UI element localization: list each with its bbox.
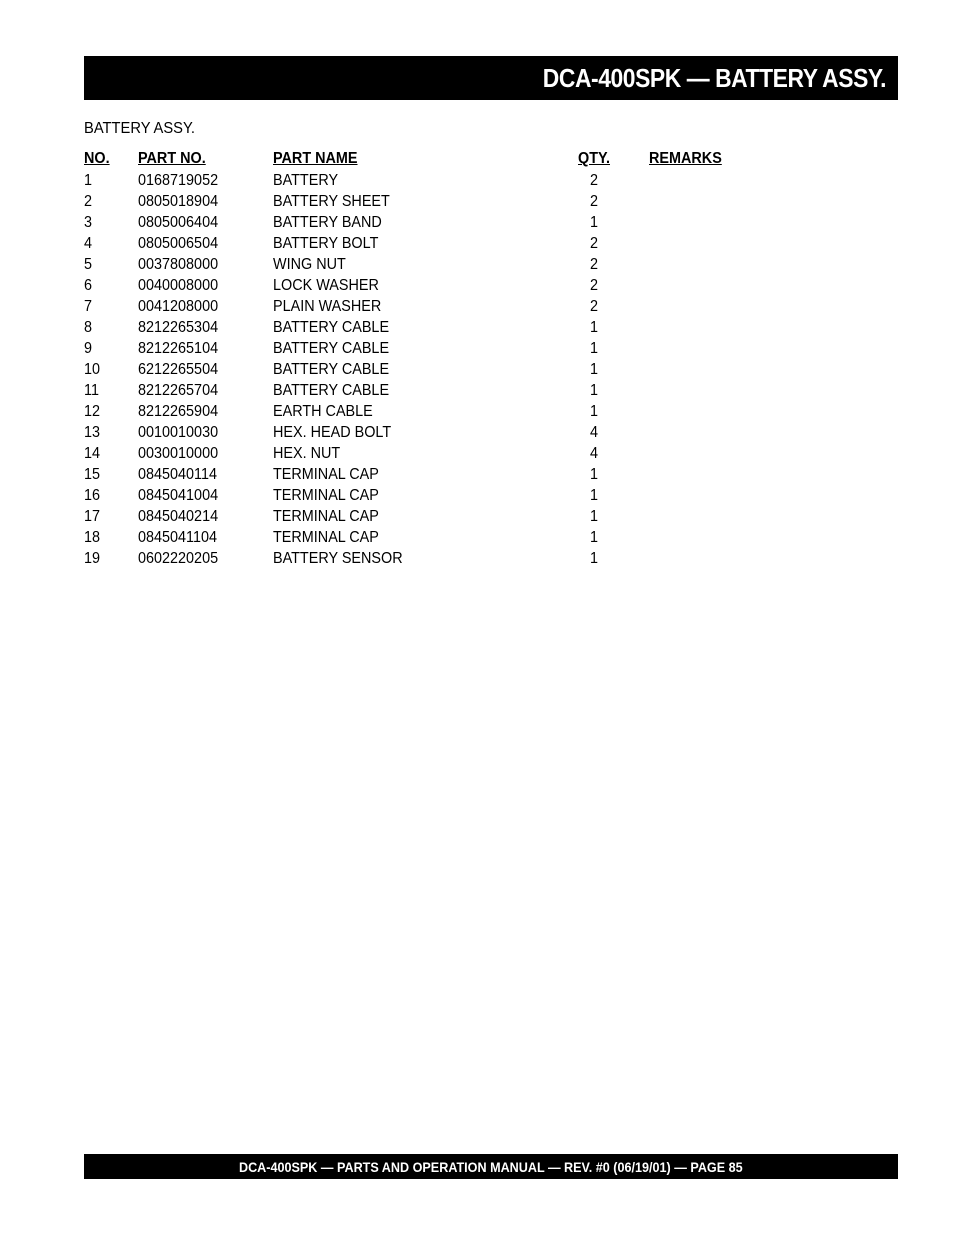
cell-qty: 2 [589, 235, 599, 252]
cell-qty: 1 [589, 529, 599, 546]
cell-part-no: 6212265504 [138, 361, 219, 378]
column-header-remarks: REMARKS [649, 150, 722, 167]
cell-part-name: BATTERY CABLE [273, 319, 390, 336]
cell-part-name: TERMINAL CAP [273, 529, 379, 546]
footer-text: DCA-400SPK — PARTS AND OPERATION MANUAL — REV. #0 (06/19/01) — PAGE 85 [239, 1158, 743, 1175]
cell-qty: 2 [589, 298, 599, 315]
footer-bar [84, 1154, 898, 1179]
cell-qty: 1 [589, 319, 599, 336]
cell-part-no: 8212265104 [138, 340, 219, 357]
cell-part-no: 8212265304 [138, 319, 219, 336]
table-body [84, 170, 784, 569]
cell-part-name: TERMINAL CAP [273, 487, 379, 504]
cell-no: 3 [84, 214, 93, 231]
cell-part-no: 0040008000 [138, 277, 219, 294]
cell-part-no: 0845040214 [138, 508, 219, 525]
cell-qty: 1 [589, 382, 599, 399]
cell-part-name: PLAIN WASHER [273, 298, 382, 315]
table-row [84, 443, 784, 464]
cell-part-no: 0168719052 [138, 172, 219, 189]
parts-table [84, 148, 784, 569]
table-row [84, 422, 784, 443]
cell-part-name: BATTERY BOLT [273, 235, 379, 252]
cell-part-name: BATTERY CABLE [273, 361, 390, 378]
cell-part-no: 0845040114 [138, 466, 218, 483]
cell-no: 13 [84, 424, 101, 441]
cell-qty: 2 [589, 256, 599, 273]
cell-part-name: HEX. HEAD BOLT [273, 424, 392, 441]
cell-part-no: 0805006504 [138, 235, 219, 252]
table-row [84, 338, 784, 359]
cell-part-name: BATTERY SHEET [273, 193, 390, 210]
cell-part-no: 8212265704 [138, 382, 219, 399]
cell-no: 2 [84, 193, 93, 210]
cell-qty: 2 [589, 277, 599, 294]
cell-no: 15 [84, 466, 101, 483]
cell-qty: 1 [589, 340, 599, 357]
table-row [84, 212, 784, 233]
cell-qty: 2 [589, 193, 599, 210]
column-header-qty: QTY. [578, 150, 611, 167]
cell-qty: 1 [589, 487, 599, 504]
cell-part-no: 0845041104 [138, 529, 218, 546]
cell-part-no: 0805006404 [138, 214, 219, 231]
cell-qty: 1 [589, 403, 599, 420]
table-row [84, 317, 784, 338]
cell-part-name: HEX. NUT [273, 445, 341, 462]
cell-part-no: 0845041004 [138, 487, 219, 504]
cell-no: 9 [84, 340, 93, 357]
cell-qty: 1 [589, 214, 599, 231]
cell-qty: 1 [589, 508, 599, 525]
cell-no: 19 [84, 550, 101, 567]
cell-no: 10 [84, 361, 101, 378]
cell-part-name: BATTERY CABLE [273, 382, 390, 399]
cell-part-name: LOCK WASHER [273, 277, 379, 294]
cell-part-name: WING NUT [273, 256, 346, 273]
table-row [84, 527, 784, 548]
column-header-part-name: PART NAME [273, 150, 358, 167]
table-row [84, 233, 784, 254]
cell-no: 7 [84, 298, 93, 315]
table-row [84, 506, 784, 527]
cell-part-no: 0805018904 [138, 193, 219, 210]
cell-part-name: TERMINAL CAP [273, 508, 379, 525]
table-row [84, 464, 784, 485]
cell-no: 18 [84, 529, 101, 546]
cell-part-name: BATTERY BAND [273, 214, 382, 231]
cell-part-name: BATTERY [273, 172, 339, 189]
cell-no: 4 [84, 235, 93, 252]
cell-no: 5 [84, 256, 93, 273]
column-header-part-no: PART NO. [138, 150, 206, 167]
cell-no: 11 [84, 382, 99, 399]
cell-no: 6 [84, 277, 93, 294]
cell-part-no: 0030010000 [138, 445, 219, 462]
table-row [84, 485, 784, 506]
cell-no: 12 [84, 403, 101, 420]
cell-part-no: 0602220205 [138, 550, 219, 567]
table-row [84, 191, 784, 212]
table-row [84, 296, 784, 317]
cell-part-no: 0041208000 [138, 298, 219, 315]
cell-qty: 4 [589, 445, 599, 462]
table-header-row [84, 148, 784, 170]
table-row [84, 275, 784, 296]
cell-part-no: 0037808000 [138, 256, 219, 273]
table-row [84, 254, 784, 275]
cell-qty: 4 [589, 424, 599, 441]
cell-no: 1 [84, 172, 93, 189]
cell-part-name: BATTERY CABLE [273, 340, 390, 357]
cell-part-name: TERMINAL CAP [273, 466, 379, 483]
cell-qty: 1 [589, 550, 599, 567]
cell-part-name: EARTH CABLE [273, 403, 373, 420]
cell-qty: 2 [589, 172, 599, 189]
cell-no: 16 [84, 487, 101, 504]
cell-no: 8 [84, 319, 93, 336]
cell-qty: 1 [589, 466, 599, 483]
column-header-no: NO. [84, 150, 110, 167]
table-row [84, 548, 784, 569]
table-row [84, 170, 784, 191]
cell-part-no: 0010010030 [138, 424, 219, 441]
cell-qty: 1 [589, 361, 599, 378]
cell-no: 14 [84, 445, 101, 462]
title-bar [84, 56, 898, 100]
page-title: DCA-400SPK — BATTERY ASSY. [542, 62, 886, 93]
cell-no: 17 [84, 508, 101, 525]
table-row [84, 401, 784, 422]
cell-part-no: 8212265904 [138, 403, 219, 420]
table-row [84, 359, 784, 380]
cell-part-name: BATTERY SENSOR [273, 550, 403, 567]
table-row [84, 380, 784, 401]
section-title: BATTERY ASSY. [84, 120, 196, 137]
